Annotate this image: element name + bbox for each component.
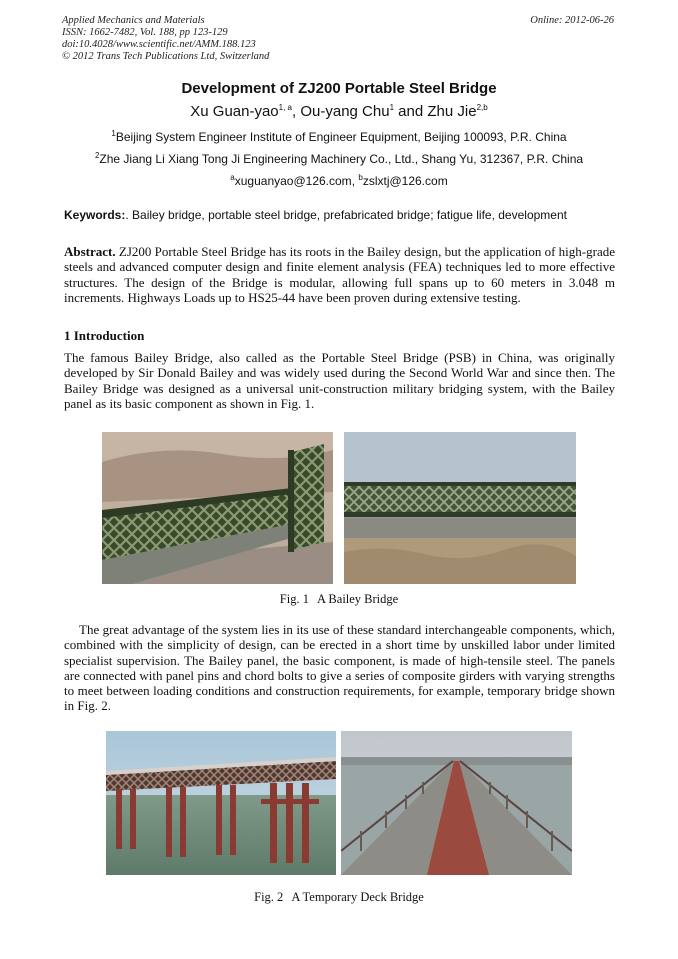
figure-1-left-photo [102,432,333,584]
figure-1-caption [0,592,678,607]
affiliation-2 [0,152,678,166]
author-sup: 2,b [476,103,488,112]
journal-issn: ISSN: 1662-7482, Vol. 188, pp 123-129 [62,27,228,38]
figure-2-right-photo [341,731,572,875]
affiliation-sup: 1 [111,129,116,138]
journal-copyright: © 2012 Trans Tech Publications Ltd, Switzerland [62,51,270,62]
paper-title: Development of ZJ200 Portable Steel Bridge [181,80,497,97]
abstract-text: ZJ200 Portable Steel Bridge has its roots in the Bailey design, but the application of high-grade steels and advanced computer design and finite element analysis (FEA) techniques led to more effective structures. The design of the Bridge is modular, allowing full spans up to 60 meters in 3.048 m increments. Highways Loads up to HS25-44 have been proven during extensive testing. [64,244,615,305]
author-name: Ou-yang Chu [300,103,390,120]
email-sup: b [358,173,363,182]
affiliation-text: Beijing System Engineer Institute of Engineer Equipment, Beijing 100093, P.R. China [115,130,567,144]
figure-1-right-photo [344,432,576,584]
figure-caption-text: A Bailey Bridge [316,592,399,606]
figure-caption-text: A Temporary Deck Bridge [291,890,424,904]
author-separator: , [292,103,301,120]
journal-header [62,15,269,63]
author-separator: and [394,103,428,120]
abstract [64,244,615,305]
keywords [64,208,616,222]
keywords-text: . Bailey bridge, portable steel bridge, prefabricated bridge; fatigue life, development [125,208,567,222]
email-sup: a [230,173,235,182]
email-separator: , [351,174,359,188]
affiliation-text: Zhe Jiang Li Xiang Tong Ji Engineering Machinery Co., Ltd., Shang Yu, 312367, P.R. China [99,152,584,166]
email-line [0,174,678,188]
figure-number: Fig. 2 [254,890,284,904]
affiliation-1 [0,130,678,144]
author-line [0,103,678,120]
intro-paragraph-2 [64,622,615,714]
author-sup: 1 [389,103,395,112]
author-name: Xu Guan-yao [190,103,279,120]
affiliation-sup: 2 [94,151,100,160]
author-sup: 1, a [278,103,292,112]
keywords-label: Keywords: [64,208,126,222]
online-date: Online: 2012-06-26 [530,15,614,26]
email-b[interactable]: zslxtj@126.com [362,174,448,188]
intro-paragraph-1: The famous Bailey Bridge, also called as the Portable Steel Bridge (PSB) in China, was originally developed by Sir Donald Bailey and was widely used during the Second World War and since then. The Bailey Bridge was designed as a universal unit-construction military bridging system, with the Bailey panel as its basic component as shown in Fig. 1. [64,350,615,411]
intro-paragraph-2-text: The great advantage of the system lies in its use of these standard interchangeable components, which, combined with the simplicity of design, can be erected in a short time by unskilled labor under limited specialist supervision. The Bailey panel, the basic component, is made of high-tensile steel. The panels are connected with panel pins and chord bolts to give a series of composite girders with varying strengths to meet between loading conditions and construction requirements, for example, temporary bridge shown in Fig. 2. [64,622,615,714]
journal-doi: doi:10.4028/www.scientific.net/AMM.188.123 [62,39,256,50]
journal-name: Applied Mechanics and Materials [62,15,205,26]
figure-2-caption [0,890,678,905]
email-a[interactable]: xuguanyao@126.com [234,174,352,188]
author-name: Zhu Jie [427,103,477,120]
abstract-label: Abstract. [64,244,116,259]
section-heading: 1 Introduction [64,328,145,343]
figure-2-left-photo [106,731,336,875]
figure-number: Fig. 1 [279,592,309,606]
